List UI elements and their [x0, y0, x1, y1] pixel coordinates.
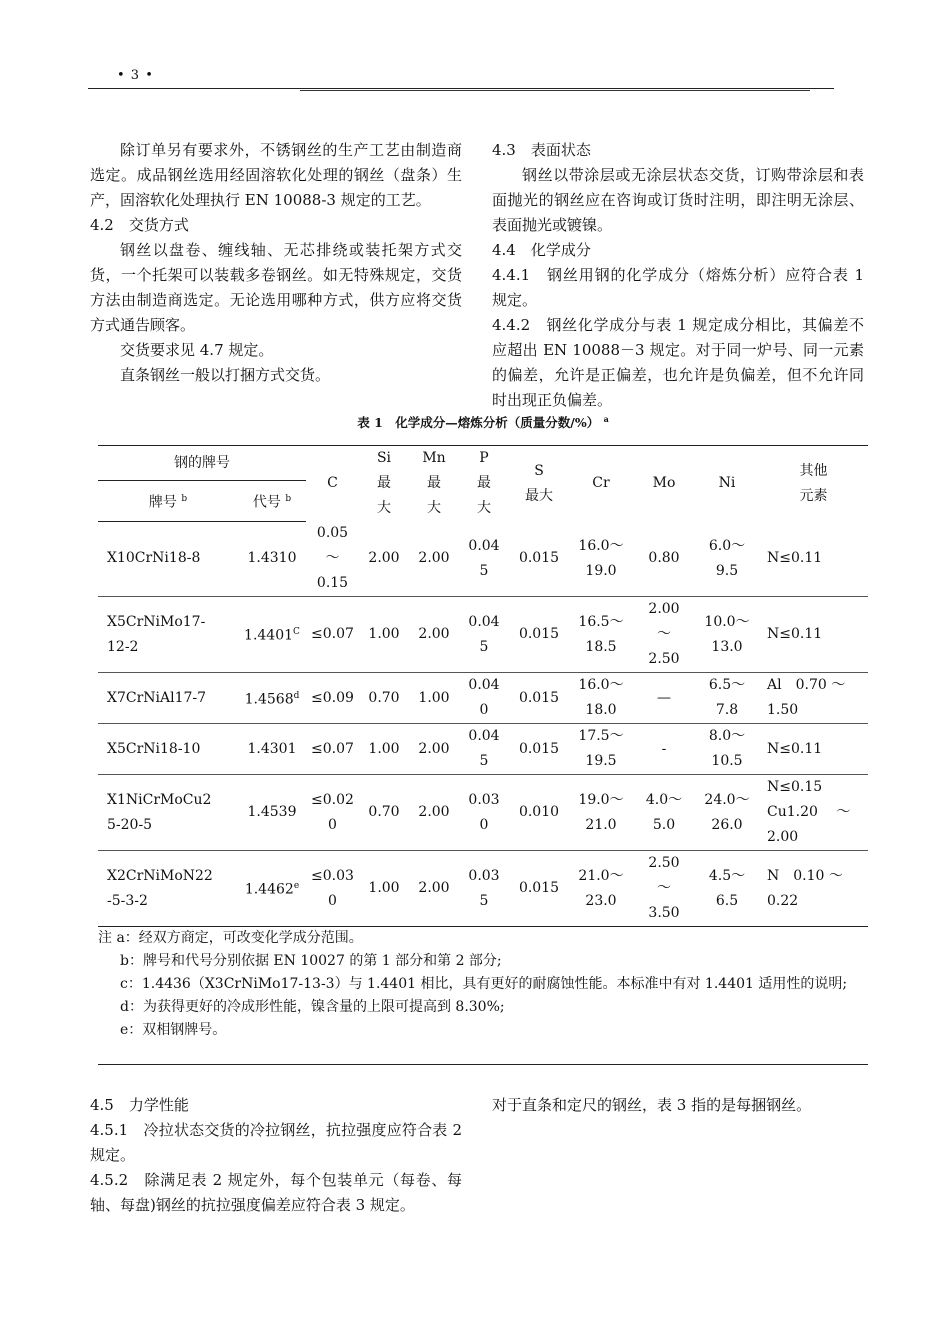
paragraph-4-4-1: 4.4.1 钢丝用钢的化学成分（熔炼分析）应符合表 1 规定。	[492, 266, 864, 309]
table-row	[98, 597, 868, 673]
heading-4-4: 4.4 化学成分	[492, 241, 591, 259]
table-caption: 表 1 化学成分—熔炼分析（质量分数/%） $^a$	[357, 413, 609, 430]
note-c: c：1.4436（X3CrNiMo17-13-3）与 1.4401 相比，具有更好的耐腐蚀性能。本标准中有对 1.4401 适用性的说明;	[120, 976, 848, 992]
notes-bottom-rule	[98, 1064, 868, 1065]
header-name: 牌号 $^b$	[98, 481, 238, 521]
cell-mo: 2.00 ～ 2.50	[633, 597, 695, 673]
cell-p: 0.04 5	[459, 724, 509, 775]
cell-p: 0.04 0	[459, 673, 509, 724]
heading-4-3: 4.3 表面状态	[492, 141, 591, 159]
heading-4-2: 4.2 交货方式	[90, 216, 189, 234]
cell-mn: 2.00	[409, 724, 459, 775]
cell-mo: 2.50 ～ 3.50	[633, 851, 695, 927]
page-number: • 3 •	[117, 68, 154, 83]
cell-c: ≤0.09	[306, 673, 359, 724]
cell-ni: 8.0～ 10.5	[695, 724, 759, 775]
chemical-composition-table	[98, 445, 868, 927]
right-column	[492, 138, 864, 413]
cell-p: 0.04 5	[459, 597, 509, 673]
cell-mn: 2.00	[409, 775, 459, 851]
header-cr: Cr	[569, 446, 633, 522]
paragraph-delivery-req: 交货要求见 4.7 规定。	[120, 341, 274, 359]
header-ni: Ni	[695, 446, 759, 522]
header-mn: Mn 最 大	[409, 446, 459, 522]
cell-mn: 2.00	[409, 597, 459, 673]
cell-number: 1.4462e	[238, 851, 306, 927]
cell-s: 0.015	[509, 521, 569, 597]
note-a: 注 a：经双方商定，可改变化学成分范围。	[98, 930, 363, 946]
header-rule	[88, 88, 834, 89]
note-e: e：双相钢牌号。	[120, 1022, 227, 1038]
header-s: S 最大	[509, 446, 569, 522]
heading-4-5: 4.5 力学性能	[90, 1096, 189, 1114]
cell-si: 0.70	[359, 775, 409, 851]
cell-name: X5CrNi18-10	[98, 724, 238, 775]
header-p: P 最 大	[459, 446, 509, 522]
cell-s: 0.015	[509, 673, 569, 724]
cell-s: 0.015	[509, 851, 569, 927]
cell-mn: 1.00	[409, 673, 459, 724]
cell-other: N≤0.11	[759, 521, 868, 597]
note-b: b：牌号和代号分别依据 EN 10027 的第 1 部分和第 2 部分;	[120, 953, 502, 969]
cell-number: 1.4539	[238, 775, 306, 851]
bottom-left-column	[90, 1093, 462, 1218]
paragraph-delivery: 钢丝以盘卷、缠线轴、无芯排绕或装托架方式交货，一个托架可以装载多卷钢丝。如无特殊规定，交货方法由制造商选定。无论选用哪种方式，供方应将交货方式通告顾客。	[90, 241, 462, 334]
paragraph-4-5-2: 4.5.2 除满足表 2 规定外，每个包装单元（每卷、每轴、每盘)钢丝的抗拉强度偏差应符合表 3 规定。	[90, 1171, 462, 1214]
cell-cr: 19.0～ 21.0	[569, 775, 633, 851]
cell-number: 1.4568$^d$	[238, 673, 306, 724]
cell-ni: 6.5～ 7.8	[695, 673, 759, 724]
cell-cr: 16.0～ 19.0	[569, 521, 633, 597]
cell-si: 1.00	[359, 724, 409, 775]
paragraph-surface: 钢丝以带涂层或无涂层状态交货，订购带涂层和表面抛光的钢丝应在咨询或订货时注明，即注明无涂层、表面抛光或镀镍。	[492, 166, 864, 234]
cell-p: 0.03 0	[459, 775, 509, 851]
cell-p: 0.03 5	[459, 851, 509, 927]
cell-c: 0.05 ～ 0.15	[306, 521, 359, 597]
cell-cr: 16.0～ 18.0	[569, 673, 633, 724]
note-d: d：为获得更好的冷成形性能，镍含量的上限可提高到 8.30%;	[120, 999, 505, 1015]
header-steel-grade: 钢的牌号	[98, 446, 306, 481]
cell-number: 1.4301	[238, 724, 306, 775]
header-c: C	[306, 446, 359, 522]
header-mo: Mo	[633, 446, 695, 522]
paragraph-process: 除订单另有要求外，不锈钢丝的生产工艺由制造商选定。成品钢丝选用经固溶软化处理的钢丝（盘条）生产，固溶软化处理执行 EN 10088-3 规定的工艺。	[90, 141, 462, 209]
cell-ni: 6.0～ 9.5	[695, 521, 759, 597]
cell-mo: 0.80	[633, 521, 695, 597]
cell-si: 0.70	[359, 673, 409, 724]
bottom-right-column	[492, 1093, 864, 1118]
cell-si: 2.00	[359, 521, 409, 597]
table-notes	[98, 927, 868, 1042]
cell-other: N 0.10 ～ 0.22	[759, 851, 868, 927]
cell-mn: 2.00	[409, 851, 459, 927]
paragraph-4-4-2: 4.4.2 钢丝化学成分与表 1 规定成分相比，其偏差不应超出 EN 10088－3 规定。对于同一炉号、同一元素的偏差，允许是正偏差，也允许是负偏差，但不允许同时出现正负偏差。	[492, 316, 864, 409]
header-number: 代号 $^b$	[238, 481, 306, 521]
cell-name: X1NiCrMoCu2 5-20-5	[98, 775, 238, 851]
cell-name: X2CrNiMoN22 -5-3-2	[98, 851, 238, 927]
cell-other: N≤0.11	[759, 724, 868, 775]
cell-c: ≤0.07	[306, 724, 359, 775]
cell-mo: 4.0～ 5.0	[633, 775, 695, 851]
cell-other: N≤0.15 Cu1.20 ～ 2.00	[759, 775, 868, 851]
cell-name: X7CrNiAl17-7	[98, 673, 238, 724]
cell-c: ≤0.07	[306, 597, 359, 673]
paragraph-straight-bundle: 对于直条和定尺的钢丝，表 3 指的是每捆钢丝。	[492, 1096, 812, 1114]
cell-p: 0.04 5	[459, 521, 509, 597]
table-row	[98, 673, 868, 724]
cell-ni: 24.0～ 26.0	[695, 775, 759, 851]
cell-mn: 2.00	[409, 521, 459, 597]
cell-name: X10CrNi18-8	[98, 521, 238, 597]
table-row	[98, 724, 868, 775]
cell-s: 0.010	[509, 775, 569, 851]
table-row	[98, 775, 868, 851]
cell-number: $1.4401^C$	[238, 597, 306, 673]
header-si: Si 最 大	[359, 446, 409, 522]
cell-si: 1.00	[359, 597, 409, 673]
header-rule-bold	[300, 90, 810, 91]
cell-c: ≤0.02 0	[306, 775, 359, 851]
table-row	[98, 851, 868, 927]
cell-other: Al 0.70 ～ 1.50	[759, 673, 868, 724]
cell-number: 1.4310	[238, 521, 306, 597]
cell-name: X5CrNiMo17- 12-2	[98, 597, 238, 673]
cell-cr: 16.5～ 18.5	[569, 597, 633, 673]
cell-s: 0.015	[509, 597, 569, 673]
cell-cr: 21.0～ 23.0	[569, 851, 633, 927]
table-row	[98, 521, 868, 597]
cell-ni: 4.5～ 6.5	[695, 851, 759, 927]
cell-c: ≤0.03 0	[306, 851, 359, 927]
left-column	[90, 138, 462, 388]
cell-mo: -	[633, 724, 695, 775]
header-other: 其他 元素	[759, 446, 868, 522]
paragraph-4-5-1: 4.5.1 冷拉状态交货的冷拉钢丝，抗拉强度应符合表 2 规定。	[90, 1121, 462, 1164]
cell-mo: —	[633, 673, 695, 724]
cell-s: 0.015	[509, 724, 569, 775]
cell-si: 1.00	[359, 851, 409, 927]
cell-other: N≤0.11	[759, 597, 868, 673]
cell-cr: 17.5～ 19.5	[569, 724, 633, 775]
paragraph-straight-wire: 直条钢丝一般以打捆方式交货。	[120, 366, 331, 384]
cell-ni: 10.0～ 13.0	[695, 597, 759, 673]
